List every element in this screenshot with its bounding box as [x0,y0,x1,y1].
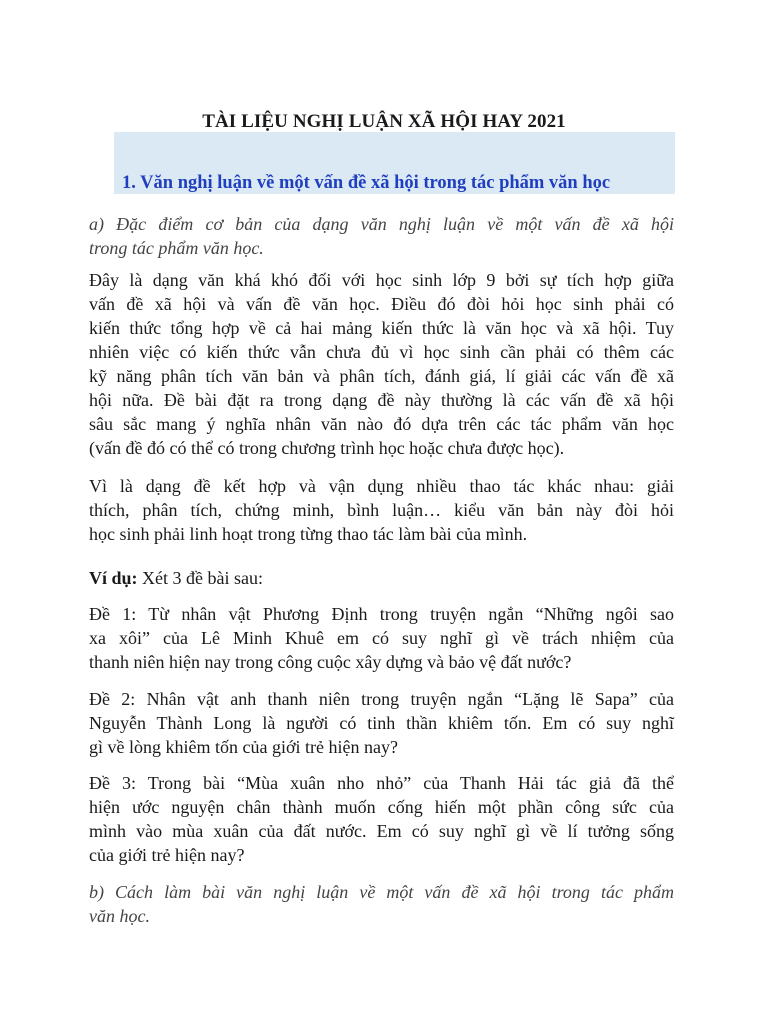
text-line: Đề 1: Từ nhân vật Phương Định trong truyện ngắn “Những ngôi sao [89,604,674,624]
text-line: trong tác phẩm văn học. [89,238,264,258]
prompt-1 [89,602,674,674]
text-line: học sinh phải linh hoạt trong từng thao tác làm bài của mình. [89,524,528,544]
prompt-3 [89,771,674,867]
text-line: (vấn đề đó có thể có trong chương trình học hoặc chưa được học). [89,438,565,458]
text-line: hội nữa. Đề bài đặt ra trong dạng đề này thường là các vấn đề xã hội [89,390,674,410]
text-line: gì về lòng khiêm tốn của giới trẻ hiện nay? [89,737,398,757]
text-line: của giới trẻ hiện nay? [89,845,245,865]
text-line: Vì là dạng đề kết hợp và vận dụng nhiều thao tác khác nhau: giải [89,476,674,496]
text-line: kiến thức tổng hợp về cả hai mảng kiến thức là văn học và xã hội. Tuy [89,318,674,338]
reason-paragraph [89,474,674,546]
text-line: Đề 2: Nhân vật anh thanh niên trong truyện ngắn “Lặng lẽ Sapa” của [89,689,674,709]
example-paragraph [89,566,674,590]
text-line: b) Cách làm bài văn nghị luận về một vấn đề xã hội trong tác phẩm [89,882,674,902]
document-title: TÀI LIỆU NGHỊ LUẬN XÃ HỘI HAY 2021 [202,111,566,132]
prompt-2 [89,687,674,759]
text-line: Đây là dạng văn khá khó đối với học sinh lớp 9 bởi sự tích hợp giữa [89,270,674,290]
text-line [89,566,674,590]
text-line: thanh niên hiện nay trong công cuộc xây dựng và bảo vệ đất nước? [89,652,572,672]
text-line: xa xôi” của Lê Minh Khuê em có suy nghĩ gì về trách nhiệm của [89,628,674,648]
text-line: văn học. [89,906,150,926]
text-line: nhiên việc có kiến thức vẫn chưa đủ vì học sinh cần phải có thêm các [89,342,674,362]
text-line: thích, phân tích, chứng minh, bình luận… kiểu văn bản này đòi hỏi [89,500,674,520]
subsection-a [89,212,674,260]
text-line: kỹ năng phân tích văn bản và phân tích, đánh giá, lí giải các vấn đề xã [89,366,674,386]
text-line: hiện ước nguyện chân thành muốn cống hiến một phần công sức của [89,797,674,817]
example-text: Xét 3 đề bài sau: [137,568,263,588]
section-heading: 1. Văn nghị luận về một vấn đề xã hội trong tác phẩm văn học [122,173,611,193]
text-line: Nguyễn Thành Long là người có tinh thần khiêm tốn. Em có suy nghĩ [89,713,674,733]
text-line: mình vào mùa xuân của đất nước. Em có suy nghĩ gì về lí tưởng sống [89,821,674,841]
text-line: Đề 3: Trong bài “Mùa xuân nho nhỏ” của Thanh Hải tác giả đã thể [89,773,674,793]
intro-paragraph [89,268,674,460]
text-line: a) Đặc điểm cơ bản của dạng văn nghị luận về một vấn đề xã hội [89,214,674,234]
subsection-b [89,880,674,928]
text-line: vấn đề xã hội và vấn đề văn học. Điều đó đòi hỏi học sinh phải có [89,294,674,314]
example-label: Ví dụ: [89,568,138,588]
text-line: sâu sắc mang ý nghĩa nhân văn nào đó dựa trên các tác phẩm văn học [89,414,674,434]
